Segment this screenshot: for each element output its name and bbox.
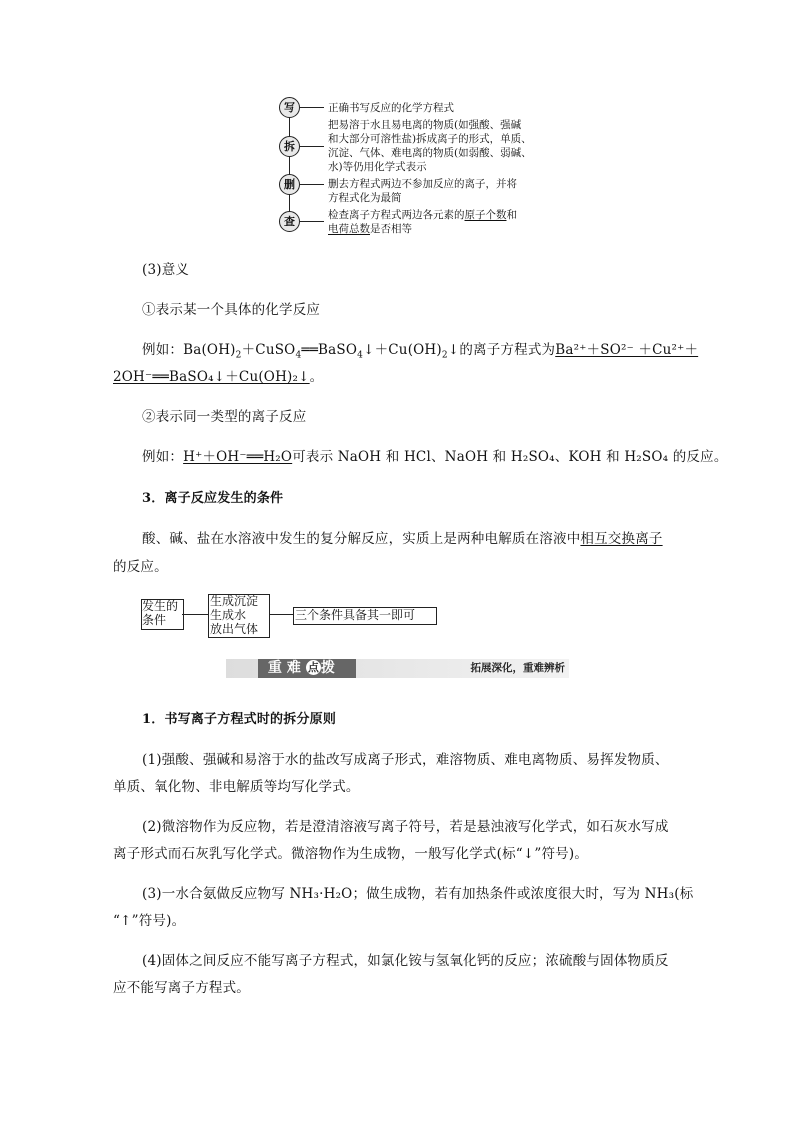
meaning-item-1: ①表示某一个具体的化学反应: [142, 302, 321, 318]
rule-1-line-2: 单质、氧化物、非电解质等均写化学式。: [113, 779, 360, 795]
example-2: 例如：H⁺＋OH⁻══H₂O可表示 NaOH 和 HCl、NaOH 和 H₂SO₄、KOH 和 H₂SO₄ 的反应。: [142, 449, 728, 465]
step-split-text-4: 水)等仍用化学式表示: [328, 161, 427, 173]
conditions-text-line-1: 酸、碱、盐在水溶液中发生的复分解反应，实质上是两种电解质在溶液中相互交换离子: [142, 531, 663, 547]
meaning-heading: (3)意义: [142, 262, 190, 278]
conditions-left-connector: [182, 614, 208, 615]
step-split-text-2: 和大部分可溶性盐)拆成离子的形式，单质、: [328, 133, 532, 145]
step-delete-icon: 删: [279, 174, 300, 195]
banner-dot-icon: 点: [307, 661, 319, 674]
conditions-left-label: 发生的 条件: [142, 599, 179, 627]
rule-4-line-1: (4)固体之间反应不能写离子方程式，如氯化铵与氢氧化钙的反应；浓硫酸与固体物质反: [142, 953, 669, 969]
rule-3-line-2: “↑”符号)。: [113, 913, 186, 929]
conditions-middle-label: 生成沉淀 生成水 放出气体: [210, 594, 259, 636]
step-delete-connector: [300, 184, 324, 185]
step-split-text-3: 沉淀、气体、难电离的物质(如弱酸、弱碱、: [328, 147, 532, 159]
step-delete-text-1: 删去方程式两边不参加反应的离子，并将: [328, 178, 517, 190]
step-check-text-1: 检查离子方程式两边各元素的原子个数和: [328, 209, 517, 221]
rule-2-line-1: (2)微溶物作为反应物，若是澄清溶液写离子符号，若是悬浊液写化学式，如石灰水写成: [142, 819, 669, 835]
conditions-heading: 3．离子反应发生的条件: [142, 491, 284, 506]
step-split-icon: 拆: [279, 136, 300, 157]
conditions-text-line-2: 的反应。: [113, 559, 168, 575]
step-check-text-2: 电荷总数是否相等: [328, 223, 412, 235]
meaning-item-2: ②表示同一类型的离子反应: [142, 409, 307, 425]
example-2-answer: H⁺＋OH⁻══H₂O: [183, 449, 293, 465]
example-1-line-2: 2OH⁻══BaSO₄↓＋Cu(OH)₂↓。: [113, 369, 324, 385]
rule-3-line-1: (3)一水合氨做反应物写 NH₃·H₂O；做生成物，若有加热条件或浓度很大时，写为 NH₃(标: [142, 886, 694, 902]
banner-title: 重难 点 拨: [258, 659, 356, 678]
step-split-text-1: 把易溶于水且易电离的物质(如强酸、强碱: [328, 119, 522, 131]
flow-connector: [289, 116, 290, 213]
step-write-text: 正确书写反应的化学方程式: [328, 102, 454, 114]
step-write-connector: [300, 107, 324, 108]
rule-1-line-1: (1)强酸、强碱和易溶于水的盐改写成离子形式，难溶物质、难电离物质、易挥发物质、: [142, 752, 669, 768]
step-split-connector: [300, 146, 324, 147]
conditions-right-label: 三个条件具备其一即可: [295, 608, 416, 622]
step-delete-text-2: 方程式化为最简: [328, 192, 402, 204]
step-check-connector: [300, 221, 324, 222]
rules-heading: 1．书写离子方程式时的拆分原则: [142, 712, 337, 727]
rule-4-line-2: 应不能写离子方程式。: [113, 980, 250, 996]
banner-subtitle: 拓展深化，重难辨析: [470, 662, 565, 674]
step-check-icon: 查: [279, 211, 300, 232]
example-1-answer-part-1: Ba²⁺＋SO²⁻ ＋Cu²⁺＋: [555, 342, 699, 358]
step-write-icon: 写: [279, 97, 300, 118]
rule-2-line-2: 离子形式而石灰乳写化学式。微溶物作为生成物，一般写化学式(标“↓”符号)。: [113, 846, 589, 862]
example-1-line-1: 例如：$Ba(OH)_2+CuSO_4══BaSO_4↓+Cu(OH)_2↓$的离子方程式为Ba²⁺＋SO²⁻ ＋Cu²⁺＋: [142, 342, 699, 361]
example-1-answer-part-2: 2OH⁻══BaSO₄↓＋Cu(OH)₂↓: [113, 369, 310, 385]
conditions-right-connector: [269, 614, 293, 615]
